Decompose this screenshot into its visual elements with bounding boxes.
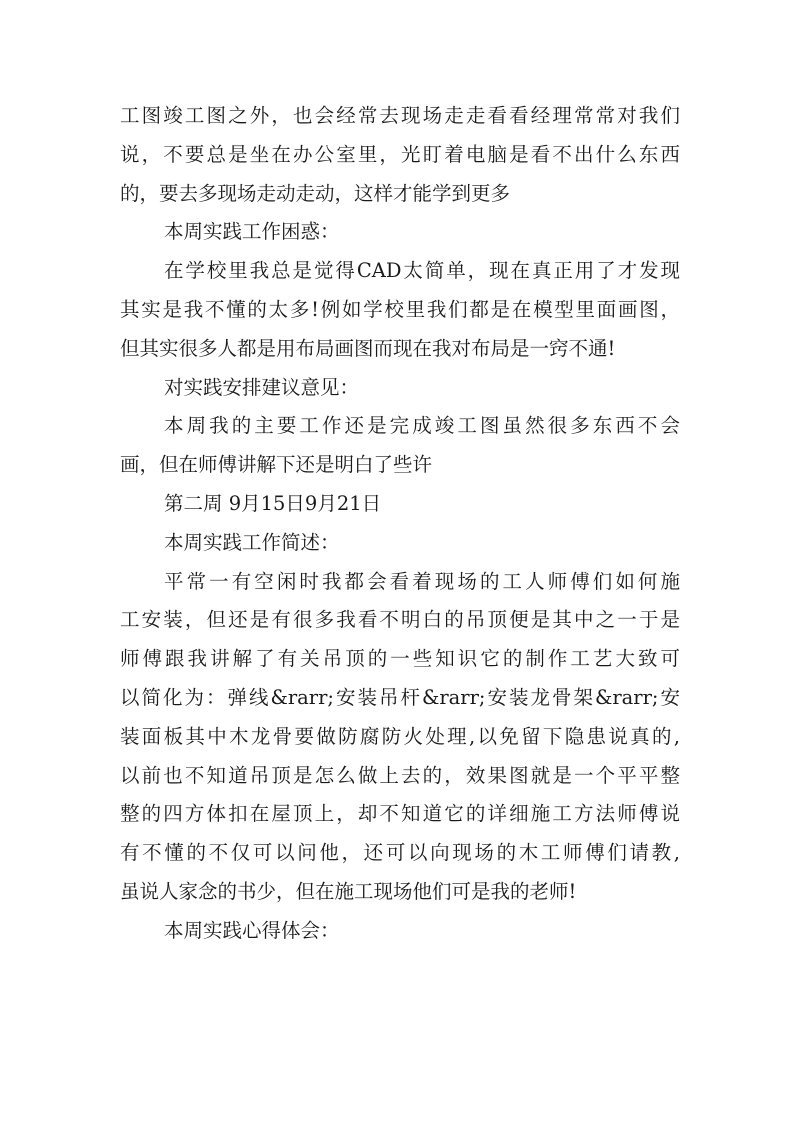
section-heading: 本周实践心得体会： bbox=[164, 918, 340, 942]
body-text-line: 本周我的主要工作还是完成竣工图虽然很多东西不会 bbox=[164, 414, 680, 438]
section-heading: 本周实践工作困惑： bbox=[164, 220, 340, 244]
body-text-line: 师傅跟我讲解了有关吊顶的一些知识它的制作工艺大致可 bbox=[120, 647, 680, 671]
body-text-line: 有不懂的不仅可以问他，还可以向现场的木工师傅们请教, bbox=[120, 841, 680, 865]
body-text-line: 工安装，但还是有很多我看不明白的吊顶便是其中之一于是 bbox=[120, 608, 680, 632]
body-text-line: 虽说人家念的书少，但在施工现场他们可是我的老师! bbox=[120, 879, 577, 903]
section-heading: 本周实践工作简述： bbox=[164, 530, 340, 554]
body-text-line: 平常一有空闲时我都会看着现场的工人师傅们如何施 bbox=[164, 569, 680, 593]
week-heading: 第二周 9月15日9月21日 bbox=[164, 491, 382, 515]
document-page bbox=[120, 97, 680, 951]
body-text-line: 说，不要总是坐在办公室里，光盯着电脑是看不出什么东西 bbox=[120, 142, 680, 166]
body-text-line: 在学校里我总是觉得CAD太简单，现在真正用了才发现 bbox=[164, 259, 680, 283]
section-heading: 对实践安排建议意见： bbox=[164, 375, 360, 399]
body-text-line: 工图竣工图之外，也会经常去现场走走看看经理常常对我们 bbox=[120, 104, 680, 127]
body-text-line: 以简化为：弹线&rarr;安装吊杆&rarr;安装龙骨架&rarr;安 bbox=[120, 685, 680, 709]
body-text-line: 以前也不知道吊顶是怎么做上去的，效果图就是一个平平整 bbox=[120, 763, 680, 787]
body-text-line: 其实是我不懂的太多!例如学校里我们都是在模型里面画图， bbox=[120, 297, 680, 321]
body-text-line: 画，但在师傅讲解下还是明白了些许 bbox=[120, 453, 433, 477]
body-text-line: 的，要去多现场走动走动，这样才能学到更多 bbox=[120, 181, 511, 205]
body-text-line: 装面板其中木龙骨要做防腐防火处理,以免留下隐患说真的, bbox=[120, 724, 680, 748]
body-text-line: 但其实很多人都是用布局画图而现在我对布局是一窍不通! bbox=[120, 336, 616, 360]
body-text-line: 整的四方体扣在屋顶上，却不知道它的详细施工方法师傅说 bbox=[120, 802, 680, 826]
